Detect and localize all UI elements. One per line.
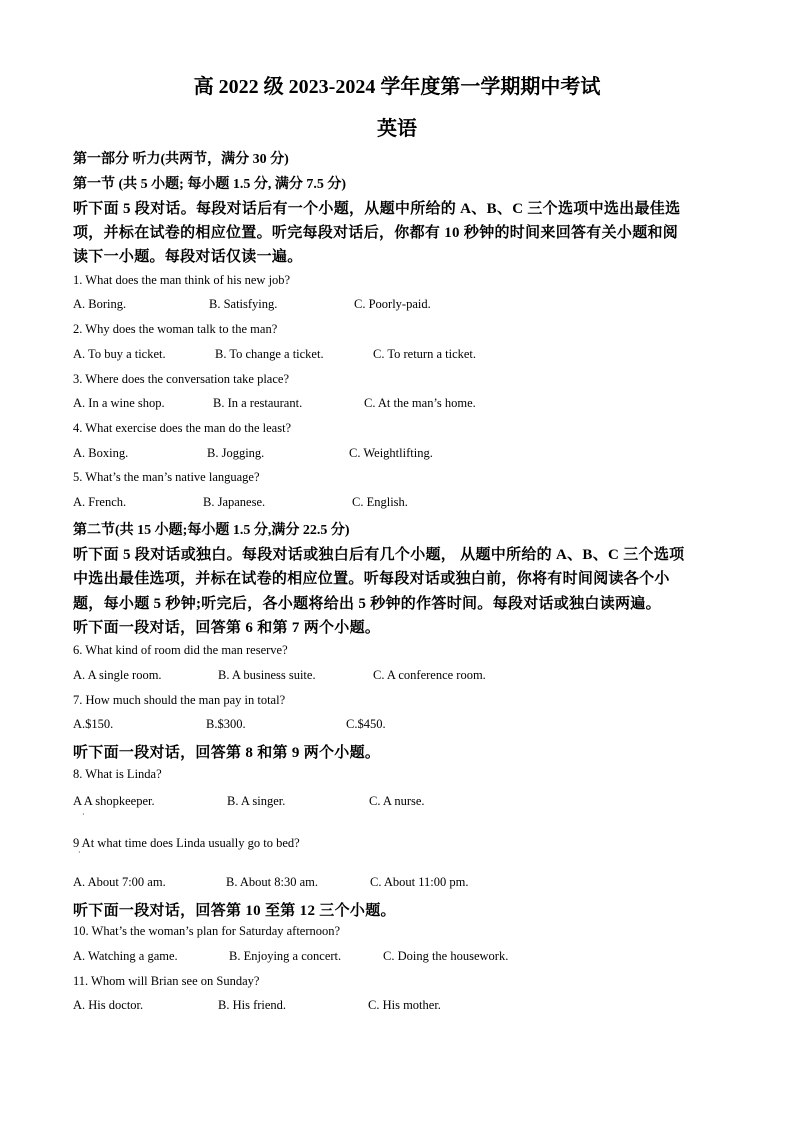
option-b: B. His friend. <box>218 998 287 1012</box>
part1-heading: 第一部分 听力(共两节，满分 30 分) <box>73 152 289 167</box>
option-a: A. Boring. <box>73 297 127 311</box>
option-b: B. A singer. <box>227 794 286 808</box>
stray-mark: · <box>78 848 81 857</box>
option-a: A. Watching a game. <box>73 949 178 963</box>
option-b: B. Satisfying. <box>209 297 278 311</box>
section1-directions-line: 听下面 5 段对话。每段对话后有一个小题，从题中所给的 A、B、C 三个选项中选出最佳选 <box>73 201 681 217</box>
section2-directions-line: 题，每小题 5 秒钟;听完后，各小题将给出 5 秒钟的作答时间。每段对话或独白读两遍。 <box>73 596 661 612</box>
option-c: C. At the man’s home. <box>364 396 476 410</box>
option-a: A A shopkeeper. <box>73 794 155 808</box>
group-instruction: 听下面一段对话，回答第 8 和第 9 两个小题。 <box>73 745 381 761</box>
option-a: A.$150. <box>73 717 114 731</box>
option-b: B. About 8:30 am. <box>226 875 319 889</box>
option-c: C. His mother. <box>368 998 441 1012</box>
question-text: 1. What does the man think of his new job? <box>73 273 291 287</box>
question-text: 7. How much should the man pay in total? <box>73 693 286 707</box>
group-instruction: 听下面一段对话，回答第 6 和第 7 两个小题。 <box>73 620 381 636</box>
option-a: A. About 7:00 am. <box>73 875 166 889</box>
option-a: A. Boxing. <box>73 446 129 460</box>
question-text: 11. Whom will Brian see on Sunday? <box>73 974 260 988</box>
section2-directions-line: 中选出最佳选项，并标在试卷的相应位置。听每段对话或独白前，你将有时间阅读各个小 <box>73 571 670 587</box>
option-c: C. To return a ticket. <box>373 347 477 361</box>
section2-heading: 第二节(共 15 小题;每小题 1.5 分,满分 22.5 分) <box>73 523 350 538</box>
question-text: 10. What’s the woman’s plan for Saturday afternoon? <box>73 924 341 938</box>
option-a: A. In a wine shop. <box>73 396 165 410</box>
option-c: C. Weightlifting. <box>349 446 433 460</box>
question-text: 9 At what time does Linda usually go to bed? <box>73 836 300 850</box>
option-c: C. About 11:00 pm. <box>370 875 469 889</box>
question-text: 8. What is Linda? <box>73 767 162 781</box>
option-a: A. To buy a ticket. <box>73 347 166 361</box>
option-b: B. Jogging. <box>207 446 265 460</box>
option-b: B. To change a ticket. <box>215 347 324 361</box>
option-c: C. A nurse. <box>369 794 425 808</box>
option-a: A. His doctor. <box>73 998 144 1012</box>
exam-title: 高 2022 级 2023-2024 学年度第一学期期中考试 <box>193 76 601 98</box>
stray-mark: · <box>82 810 85 819</box>
option-c: C. English. <box>352 495 408 509</box>
option-c: C.$450. <box>346 717 386 731</box>
section2-directions-line: 听下面 5 段对话或独白。每段对话或独白后有几个小题， 从题中所给的 A、B、C 三个选项 <box>73 547 685 563</box>
option-b: B. Japanese. <box>203 495 266 509</box>
question-text: 6. What kind of room did the man reserve? <box>73 643 288 657</box>
option-b: B. A business suite. <box>218 668 316 682</box>
question-text: 5. What’s the man’s native language? <box>73 470 260 484</box>
option-c: C. Poorly-paid. <box>354 297 431 311</box>
option-b: B. In a restaurant. <box>213 396 303 410</box>
option-c: C. Doing the housework. <box>383 949 509 963</box>
exam-subject: 英语 <box>377 118 417 140</box>
section1-directions-line: 项，并标在试卷的相应位置。听完每段对话后，你都有 10 秒钟的时间来回答有关小题和阅 <box>73 225 679 241</box>
question-text: 3. Where does the conversation take place? <box>73 372 289 386</box>
option-b: B.$300. <box>206 717 246 731</box>
section1-directions-line: 读下一小题。每段对话仅读一遍。 <box>73 249 303 265</box>
section1-heading: 第一节 (共 5 小题; 每小题 1.5 分, 满分 7.5 分) <box>73 177 346 192</box>
option-b: B. Enjoying a concert. <box>229 949 342 963</box>
question-text: 2. Why does the woman talk to the man? <box>73 322 278 336</box>
question-text: 4. What exercise does the man do the least? <box>73 421 292 435</box>
group-instruction: 听下面一段对话，回答第 10 至第 12 三个小题。 <box>73 903 396 919</box>
option-a: A. A single room. <box>73 668 162 682</box>
option-c: C. A conference room. <box>373 668 486 682</box>
option-a: A. French. <box>73 495 127 509</box>
